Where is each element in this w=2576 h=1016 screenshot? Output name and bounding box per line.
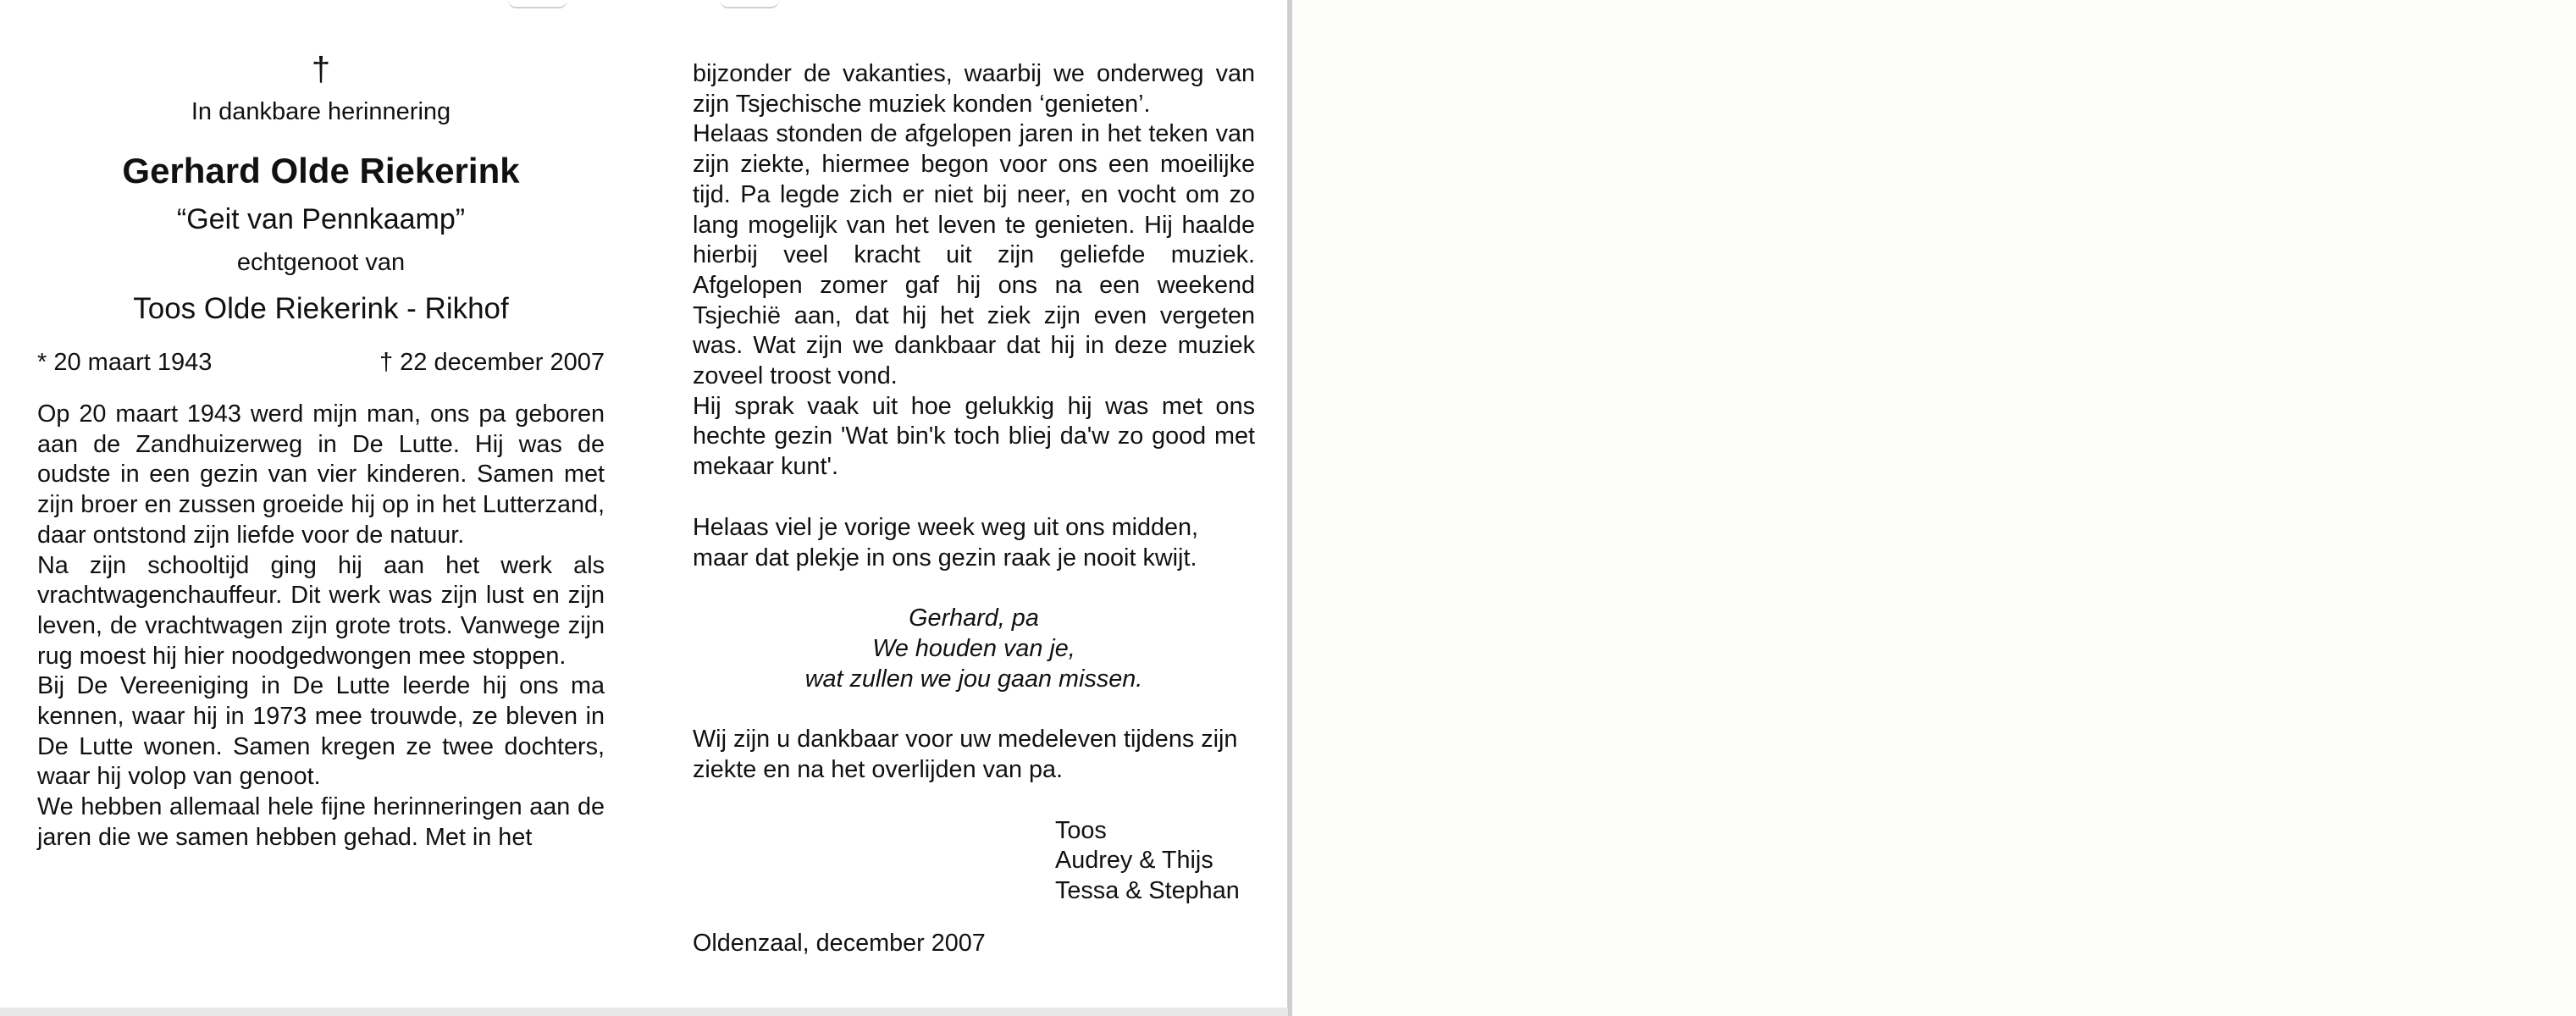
- biography-right: [693, 59, 1255, 483]
- thanks-text: Wij zijn u dankbaar voor uw medeleven tijdens zijn ziekte en na het overlijden van pa.: [693, 726, 1238, 784]
- life-dates: [37, 347, 605, 378]
- memory-line: In dankbare herinnering: [191, 98, 451, 125]
- deceased-name: Gerhard Olde Riekerink: [122, 151, 520, 190]
- poem-line: Gerhard, pa: [909, 605, 1039, 632]
- paragraph: bijzonder de vakanties, waarbij we onderweg van zijn Tsjechische muziek konden ‘genieten’.: [693, 60, 1255, 118]
- cross-symbol: †: [311, 51, 331, 88]
- signatures: [1055, 816, 1255, 907]
- paragraph: We hebben allemaal hele fijne herinneringen aan de jaren die we samen hebben gehad. Met in het: [37, 793, 605, 851]
- place-date: Oldenzaal, december 2007: [693, 929, 986, 957]
- paragraph: Bij De Vereeniging in De Lutte leerde hij ons ma kennen, waar hij in 1973 mee trouwde, ze bleven in De Lutte wonen. Samen kregen ze twee dochters, waar hij volop van genoot.: [37, 672, 605, 791]
- signature-line: Tessa & Stephan: [1055, 877, 1240, 905]
- spouse-name: Toos Olde Riekerink - Rikhof: [133, 292, 509, 325]
- paragraph: Hij sprak vaak uit hoe gelukkig hij was met ons hechte gezin 'Wat bin'k toch bliej da'w zo good met mekaar kunt'.: [693, 392, 1255, 481]
- relation-line: echtgenoot van: [236, 249, 406, 276]
- nickname: “Geit van Pennkaamp”: [176, 203, 466, 235]
- card-notch: [508, 0, 567, 8]
- paragraph: Na zijn schooltijd ging hij aan het werk als vrachtwagenchauffeur. Dit werk was zijn lust en zijn leven, de vrachtwagen zijn grote trots. Vanwege zijn rug moest hij hier noodgedwongen mee stoppen.: [37, 551, 605, 670]
- biography-left: [37, 400, 605, 853]
- signature-line: Audrey & Thijs: [1055, 847, 1213, 875]
- death-date: † 22 december 2007: [379, 349, 605, 376]
- card-notch: [720, 0, 779, 8]
- left-column: [37, 51, 605, 853]
- paragraph: Helaas stonden de afgelopen jaren in het teken van zijn ziekte, hiermee begon voor ons een moeilijke tijd. Pa legde zich er niet bij neer, en vocht om zo lang mogelijk van het leven te genieten. Hij haalde hierbij veel kracht uit zijn geliefde muziek. Afgelopen zomer gaf hij ons na een weekend Tsjechië aan, dat hij het ziek zijn even vergeten was. Wat zijn we dankbaar dat hij in deze muziek zoveel troost vond.: [693, 120, 1255, 390]
- middle-column: [693, 59, 1255, 959]
- memorial-card-inside: [0, 0, 1288, 1008]
- birth-date: * 20 maart 1943: [37, 349, 213, 376]
- memorial-card-back: [1292, 0, 2576, 1016]
- closing-text: Helaas viel je vorige week weg uit ons midden, maar dat plekje in ons gezin raak je nooit kwijt.: [693, 513, 1199, 572]
- poem-line: wat zullen we jou gaan missen.: [804, 665, 1143, 693]
- signature-line: Toos: [1055, 816, 1107, 844]
- poem: [693, 604, 1255, 694]
- poem-line: We houden van je,: [872, 634, 1075, 662]
- paragraph: Op 20 maart 1943 werd mijn man, ons pa geboren aan de Zandhuizerweg in De Lutte. Hij was de oudste in een gezin van vier kinderen. Samen met zijn broer en zussen groeide hij op in het Lutterzand, daar ontstond zijn liefde voor de natuur.: [37, 400, 605, 549]
